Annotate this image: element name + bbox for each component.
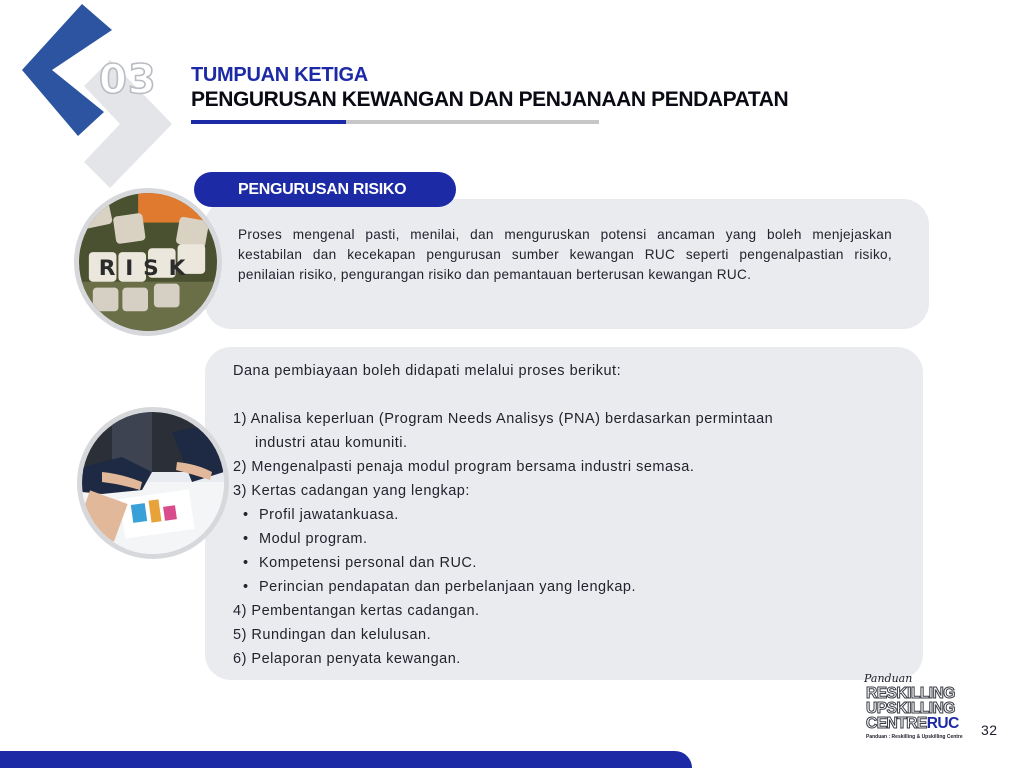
bullet-icon: • bbox=[243, 555, 249, 571]
list-item-text: Perincian pendapatan dan perbelanjaan yang lengkap. bbox=[259, 579, 637, 595]
logo-line-3 bbox=[866, 716, 959, 732]
bullet-icon: • bbox=[243, 531, 249, 547]
list-item-text: Profil jawatankuasa. bbox=[259, 507, 399, 523]
funding-step-4: 4) Pembentangan kertas cadangan. bbox=[233, 603, 480, 619]
page-title: TUMPUAN KETIGA bbox=[191, 64, 368, 86]
list-item bbox=[233, 551, 893, 575]
funding-card bbox=[205, 347, 923, 680]
list-item-text: Kompetensi personal dan RUC. bbox=[259, 555, 477, 571]
funding-step-6: 6) Pelaporan penyata kewangan. bbox=[233, 651, 461, 667]
funding-step-1: 1) Analisa keperluan (Program Needs Analisys (PNA) berdasarkan permintaan bbox=[233, 411, 774, 427]
funding-intro: Dana pembiayaan boleh didapati melalui proses berikut: bbox=[233, 363, 622, 379]
list-item bbox=[233, 503, 893, 527]
logo-line-2: UPSKILLING bbox=[866, 700, 955, 717]
funding-step-3: 3) Kertas cadangan yang lengkap: bbox=[233, 483, 470, 499]
risk-description: Proses mengenal pasti, menilai, dan menguruskan potensi ancaman yang boleh menjejaskan kestabilan dan kecekapan pengurusan sumber kewangan RUC seperti pengenalpastian risiko, penilaian risiko, pengurangan risiko dan pemantauan berterusan kewangan RUC. bbox=[238, 227, 892, 282]
logo-line-1: RESKILLING bbox=[866, 685, 955, 702]
logo-ruc-text: RUC bbox=[926, 715, 959, 732]
title-underline bbox=[191, 120, 599, 124]
bullet-icon: • bbox=[243, 507, 249, 523]
list-item bbox=[233, 575, 893, 599]
logo-script-text: Panduan bbox=[864, 672, 913, 685]
risk-card bbox=[205, 199, 929, 329]
footer-bar bbox=[0, 751, 692, 768]
list-item-text: Modul program. bbox=[259, 531, 368, 547]
office-meeting-image bbox=[77, 407, 229, 559]
page-subtitle: PENGURUSAN KEWANGAN DAN PENJANAAN PENDAPATAN bbox=[191, 88, 789, 111]
funding-step-1-continued: industri atau komuniti. bbox=[255, 435, 408, 451]
funding-step-5: 5) Rundingan dan kelulusan. bbox=[233, 627, 432, 643]
funding-step-2: 2) Mengenalpasti penaja modul program bersama industri semasa. bbox=[233, 459, 695, 475]
section-number: 03 bbox=[99, 57, 157, 103]
bullet-icon: • bbox=[243, 579, 249, 595]
logo-centre-text: CENTRE bbox=[866, 715, 927, 732]
risk-dice-letters: RISK bbox=[98, 255, 196, 281]
logo-tagline: Panduan : Reskilling & Upskilling Centre bbox=[866, 734, 963, 740]
ruc-logo bbox=[864, 672, 970, 746]
list-item bbox=[233, 527, 893, 551]
risk-dice-image bbox=[74, 188, 222, 336]
risk-section-label: PENGURUSAN RISIKO bbox=[194, 172, 456, 207]
title-underline-accent bbox=[191, 120, 346, 124]
page-number: 32 bbox=[981, 722, 998, 738]
